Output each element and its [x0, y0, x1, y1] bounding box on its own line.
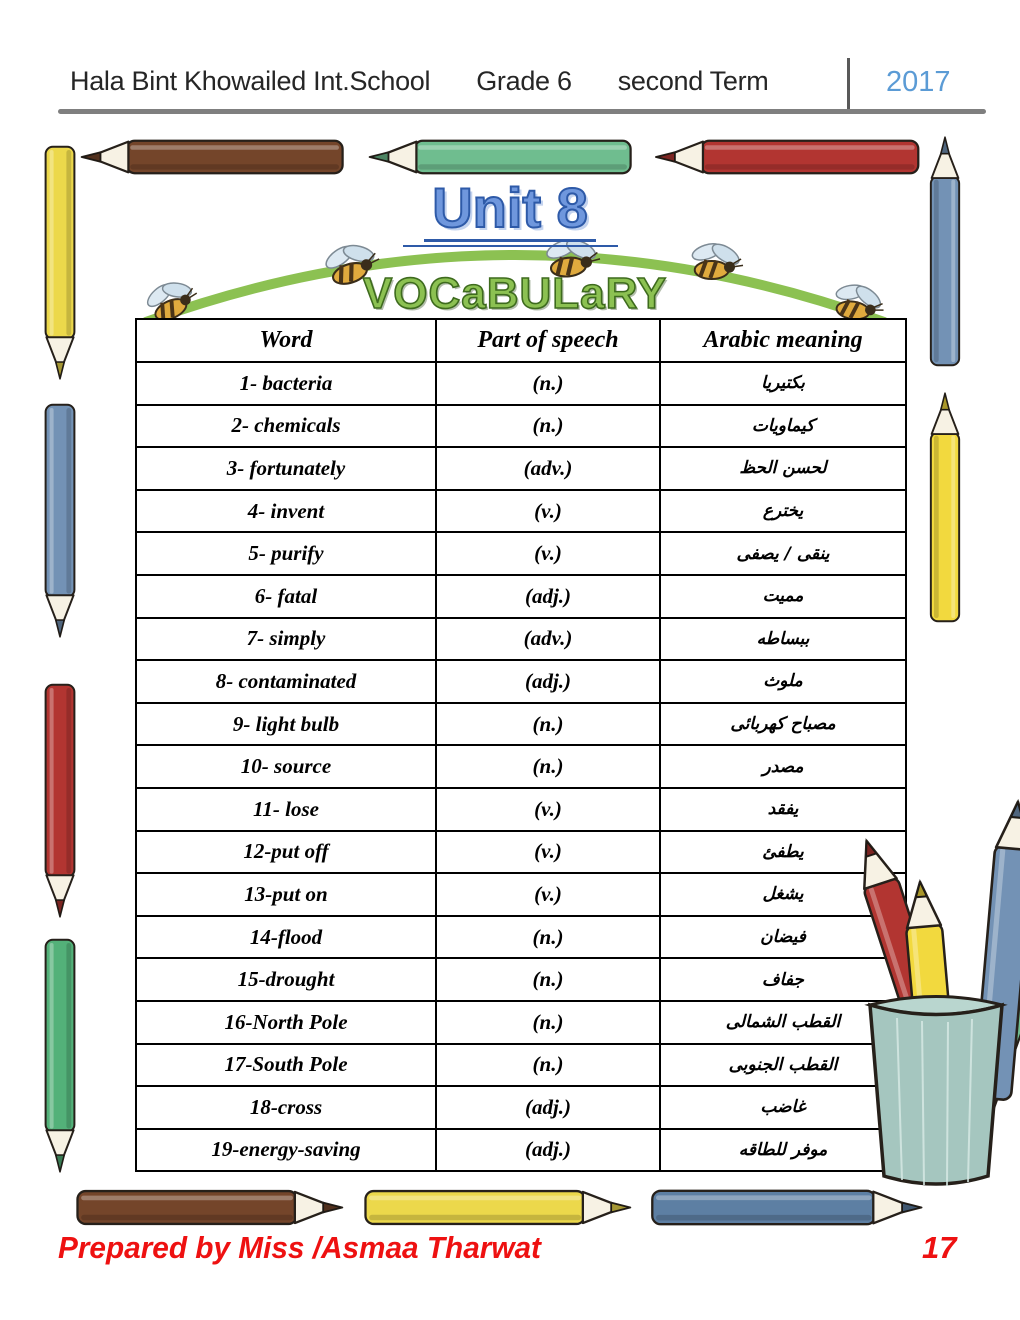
word-cell: 12-put off: [136, 831, 436, 874]
vocabulary-wordart: VOCaBULaRY: [362, 269, 668, 318]
part-of-speech-cell: (v.): [436, 490, 660, 533]
arabic-meaning-cell: القطب الجنوبى: [660, 1044, 906, 1087]
arabic-meaning-cell: مصدر: [660, 745, 906, 788]
word-cell: 14-flood: [136, 916, 436, 959]
page-header: [70, 66, 814, 97]
table-row: [136, 362, 906, 405]
part-of-speech-cell: (adj.): [436, 1129, 660, 1172]
word-cell: 6- fatal: [136, 575, 436, 618]
table-row: [136, 490, 906, 533]
prepared-by-text: Prepared by Miss /Asmaa Tharwat: [58, 1230, 541, 1265]
part-of-speech-cell: (adv.): [436, 447, 660, 490]
part-of-speech-cell: (n.): [436, 362, 660, 405]
part-of-speech-cell: (v.): [436, 831, 660, 874]
arabic-meaning-cell: مصباح كهربائى: [660, 703, 906, 746]
pencil-yellow-icon: [40, 142, 80, 382]
table-header-row: [136, 319, 906, 362]
word-cell: 10- source: [136, 745, 436, 788]
pencil-blue-icon: [40, 400, 80, 640]
part-of-speech-cell: (v.): [436, 873, 660, 916]
part-of-speech-cell: (adj.): [436, 1086, 660, 1129]
part-of-speech-cell: (n.): [436, 405, 660, 448]
header-rule: [58, 109, 986, 114]
word-cell: 9- light bulb: [136, 703, 436, 746]
word-cell: 4- invent: [136, 490, 436, 533]
table-row: [136, 575, 906, 618]
arabic-meaning-cell: يشغل: [660, 873, 906, 916]
vocabulary-banner: [138, 240, 892, 324]
column-header-word: Word: [136, 319, 436, 362]
part-of-speech-cell: (v.): [436, 788, 660, 831]
word-cell: 16-North Pole: [136, 1001, 436, 1044]
column-header-arabic-meaning: Arabic meaning: [660, 319, 906, 362]
table-row: [136, 1129, 906, 1172]
arabic-meaning-cell: القطب الشمالى: [660, 1001, 906, 1044]
part-of-speech-cell: (n.): [436, 745, 660, 788]
arabic-meaning-cell: جفاف: [660, 958, 906, 1001]
school-name: Hala Bint Khowailed Int.School: [70, 66, 431, 96]
arabic-meaning-cell: ببساطه: [660, 618, 906, 661]
table-row: [136, 958, 906, 1001]
grade-label: Grade 6: [476, 66, 572, 96]
word-cell: 5- purify: [136, 532, 436, 575]
word-cell: 2- chemicals: [136, 405, 436, 448]
unit-title-text: Unit 8: [424, 180, 596, 242]
table-row: [136, 1086, 906, 1129]
word-cell: 8- contaminated: [136, 660, 436, 703]
page-number: 17: [922, 1230, 957, 1265]
table-row: [136, 703, 906, 746]
arabic-meaning-cell: يخترع: [660, 490, 906, 533]
pencil-yellow-icon: [925, 390, 965, 626]
arabic-meaning-cell: بكتيريا: [660, 362, 906, 405]
part-of-speech-cell: (n.): [436, 1044, 660, 1087]
cup-body: [870, 1005, 1002, 1184]
pencil-red-icon: [40, 680, 80, 920]
part-of-speech-cell: (n.): [436, 1001, 660, 1044]
arabic-meaning-cell: فيضان: [660, 916, 906, 959]
arabic-meaning-cell: كيماويات: [660, 405, 906, 448]
table-row: [136, 873, 906, 916]
table-row: [136, 1001, 906, 1044]
header-divider: [847, 58, 850, 110]
word-cell: 19-energy-saving: [136, 1129, 436, 1172]
pencil-green-icon: [366, 138, 636, 176]
vocabulary-table: [135, 318, 907, 1172]
arabic-meaning-cell: ملوث: [660, 660, 906, 703]
word-cell: 3- fortunately: [136, 447, 436, 490]
word-cell: 11- lose: [136, 788, 436, 831]
pencil-brown-icon: [72, 1188, 346, 1227]
pencil-brown-icon: [78, 138, 348, 176]
table-row: [136, 618, 906, 661]
table-row: [136, 532, 906, 575]
word-cell: 13-put on: [136, 873, 436, 916]
arabic-meaning-cell: ينقى / يصفى: [660, 532, 906, 575]
column-header-part-of-speech: Part of speech: [436, 319, 660, 362]
unit-title: [0, 176, 1020, 247]
table-row: [136, 660, 906, 703]
arabic-meaning-cell: مميت: [660, 575, 906, 618]
arabic-meaning-cell: يطفئ: [660, 831, 906, 874]
pencil-blue-icon: [646, 1188, 926, 1227]
part-of-speech-cell: (n.): [436, 958, 660, 1001]
arabic-meaning-cell: غاضب: [660, 1086, 906, 1129]
word-cell: 15-drought: [136, 958, 436, 1001]
unit-title-underline: [403, 245, 618, 247]
table-row: [136, 405, 906, 448]
table-row: [136, 916, 906, 959]
part-of-speech-cell: (adj.): [436, 575, 660, 618]
part-of-speech-cell: (v.): [436, 532, 660, 575]
pencil-blue-icon: [925, 134, 965, 370]
pencil-green-icon: [40, 935, 80, 1175]
part-of-speech-cell: (adj.): [436, 660, 660, 703]
pencil-red-icon: [652, 138, 924, 176]
table-row: [136, 1044, 906, 1087]
pencil-cup-scene: [852, 780, 1020, 1192]
term-label: second Term: [617, 66, 769, 96]
part-of-speech-cell: (adv.): [436, 618, 660, 661]
word-cell: 7- simply: [136, 618, 436, 661]
arabic-meaning-cell: موفر للطاقه: [660, 1129, 906, 1172]
arabic-meaning-cell: لحسن الحظ: [660, 447, 906, 490]
table-row: [136, 788, 906, 831]
table-row: [136, 745, 906, 788]
table-row: [136, 831, 906, 874]
arabic-meaning-cell: يفقد: [660, 788, 906, 831]
word-cell: 17-South Pole: [136, 1044, 436, 1087]
word-cell: 18-cross: [136, 1086, 436, 1129]
part-of-speech-cell: (n.): [436, 703, 660, 746]
part-of-speech-cell: (n.): [436, 916, 660, 959]
pencil-yellow-icon: [360, 1188, 634, 1227]
table-row: [136, 447, 906, 490]
year-label: 2017: [886, 66, 951, 98]
word-cell: 1- bacteria: [136, 362, 436, 405]
